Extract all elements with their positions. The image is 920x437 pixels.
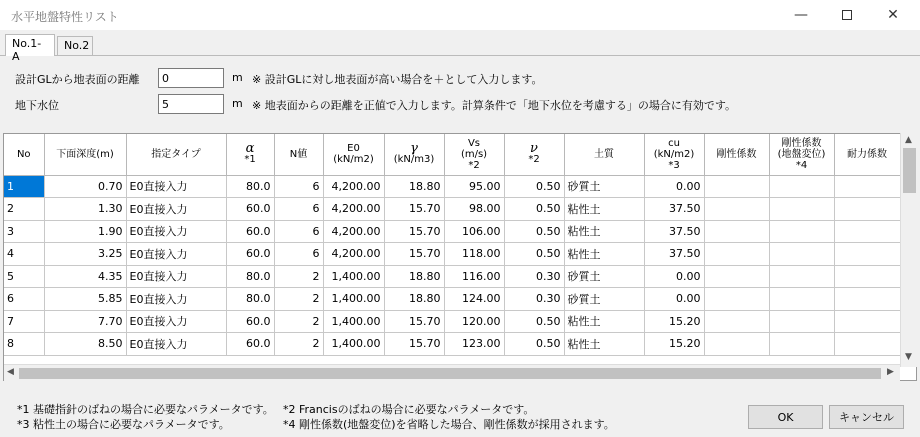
- gl-distance-input[interactable]: [158, 68, 224, 88]
- table-cell[interactable]: [704, 220, 769, 243]
- table-cell[interactable]: 15.70: [384, 243, 444, 266]
- vertical-scrollbar[interactable]: [900, 133, 917, 367]
- table-cell[interactable]: [769, 265, 834, 288]
- column-header-text: 指定タイプ: [151, 148, 201, 160]
- cancel-button[interactable]: キャンセル: [829, 405, 904, 429]
- maximize-icon: [842, 10, 852, 20]
- table-cell[interactable]: 116.00: [444, 265, 504, 288]
- footnote-2: *2 Francisのばねの場合に必要なパラメータです。: [283, 403, 535, 416]
- column-header: [226, 134, 274, 175]
- column-header: [4, 134, 44, 175]
- column-header-text: 耐力係数: [847, 148, 887, 160]
- table-cell[interactable]: 60.0: [226, 198, 274, 221]
- vertical-scroll-thumb[interactable]: [903, 148, 916, 193]
- row-number-cell[interactable]: 3: [4, 220, 44, 243]
- table-row[interactable]: [4, 175, 900, 198]
- column-header: [564, 134, 644, 175]
- table-cell[interactable]: 0.00: [644, 265, 704, 288]
- table-cell[interactable]: 6: [274, 198, 323, 221]
- table-cell[interactable]: 60.0: [226, 333, 274, 356]
- table-cell[interactable]: 60.0: [226, 243, 274, 266]
- table-cell[interactable]: 粘性土: [564, 333, 644, 356]
- table-cell[interactable]: 98.00: [444, 198, 504, 221]
- column-header-text: 下面深度(m): [56, 148, 114, 160]
- column-header-text: (地盤変位): [777, 148, 826, 160]
- column-header-text: (kN/m2): [653, 148, 695, 160]
- table-cell[interactable]: 1,400.00: [323, 310, 384, 333]
- tab-no1a[interactable]: No.1-A: [5, 34, 55, 56]
- table-cell[interactable]: 15.20: [644, 310, 704, 333]
- table-cell[interactable]: 1,400.00: [323, 288, 384, 311]
- table-cell[interactable]: [769, 198, 834, 221]
- table-cell[interactable]: 7.70: [44, 310, 126, 333]
- table-cell[interactable]: [704, 288, 769, 311]
- table-cell[interactable]: 4,200.00: [323, 175, 384, 198]
- table-cell[interactable]: 4,200.00: [323, 198, 384, 221]
- table-cell[interactable]: 0.50: [504, 243, 564, 266]
- gl-distance-row: [0, 68, 920, 88]
- column-header: [126, 134, 226, 175]
- column-header: [323, 134, 384, 175]
- table-cell[interactable]: 118.00: [444, 243, 504, 266]
- table-cell[interactable]: [704, 333, 769, 356]
- table-cell[interactable]: 60.0: [226, 310, 274, 333]
- table-cell[interactable]: 123.00: [444, 333, 504, 356]
- table-cell[interactable]: 砂質土: [564, 288, 644, 311]
- gl-distance-label: 設計GLから地表面の距離: [15, 73, 140, 86]
- table-row[interactable]: [4, 198, 900, 221]
- table-cell[interactable]: [769, 175, 834, 198]
- column-header-text: *3: [668, 159, 680, 171]
- table-cell[interactable]: 80.0: [226, 265, 274, 288]
- column-header: [644, 134, 704, 175]
- scroll-left-icon[interactable]: ◀: [7, 367, 14, 377]
- table-row[interactable]: [4, 220, 900, 243]
- column-header-text: N値: [289, 148, 308, 160]
- table-cell[interactable]: 2: [274, 310, 323, 333]
- table-cell[interactable]: 80.0: [226, 175, 274, 198]
- table-cell[interactable]: 1.30: [44, 198, 126, 221]
- row-number-cell[interactable]: 5: [4, 265, 44, 288]
- table-cell[interactable]: 0.50: [504, 198, 564, 221]
- column-header-text: cu: [668, 137, 680, 149]
- minimize-button[interactable]: [778, 0, 824, 30]
- table-cell[interactable]: 106.00: [444, 220, 504, 243]
- column-header-text: E0: [347, 143, 360, 155]
- header-row: [4, 134, 900, 175]
- column-header-text: 剛性係数: [716, 148, 757, 160]
- soil-grid[interactable]: [3, 133, 917, 381]
- table-cell[interactable]: E0直接入力: [126, 310, 226, 333]
- scroll-right-icon[interactable]: ▶: [887, 367, 894, 377]
- column-header-text: *1: [244, 154, 256, 166]
- table-cell[interactable]: E0直接入力: [126, 243, 226, 266]
- table-cell[interactable]: E0直接入力: [126, 265, 226, 288]
- column-header: [444, 134, 504, 175]
- scroll-down-icon[interactable]: ▼: [905, 352, 912, 362]
- table-cell[interactable]: 粘性土: [564, 220, 644, 243]
- table-cell[interactable]: 1.90: [44, 220, 126, 243]
- table-cell[interactable]: E0直接入力: [126, 198, 226, 221]
- water-level-unit: m: [232, 97, 243, 110]
- table-cell[interactable]: 124.00: [444, 288, 504, 311]
- column-header: [274, 134, 323, 175]
- table-cell[interactable]: [834, 265, 900, 288]
- close-icon: ✕: [887, 7, 899, 23]
- water-level-row: [0, 94, 920, 114]
- table-cell[interactable]: 4.35: [44, 265, 126, 288]
- row-number-cell[interactable]: 4: [4, 243, 44, 266]
- table-cell[interactable]: 60.0: [226, 220, 274, 243]
- water-level-input[interactable]: [158, 94, 224, 114]
- column-header-text: *2: [468, 159, 480, 171]
- table-cell[interactable]: [769, 220, 834, 243]
- water-level-label: 地下水位: [15, 99, 59, 112]
- table-cell[interactable]: [834, 243, 900, 266]
- row-number-cell[interactable]: 1: [4, 175, 44, 198]
- table-cell[interactable]: E0直接入力: [126, 288, 226, 311]
- soil-table: [4, 134, 901, 356]
- table-cell[interactable]: 粘性土: [564, 198, 644, 221]
- table-cell[interactable]: 18.80: [384, 288, 444, 311]
- table-cell[interactable]: 6: [274, 220, 323, 243]
- column-header: [769, 134, 834, 175]
- table-cell[interactable]: 0.50: [504, 175, 564, 198]
- table-cell[interactable]: [704, 175, 769, 198]
- column-header-text: ν: [530, 141, 538, 157]
- column-header-text: γ: [410, 141, 418, 157]
- column-header-text: No: [16, 148, 31, 160]
- table-cell[interactable]: 8.50: [44, 333, 126, 356]
- column-header-text: (kN/m3): [393, 154, 435, 166]
- table-cell[interactable]: 80.0: [226, 288, 274, 311]
- table-cell[interactable]: 37.50: [644, 198, 704, 221]
- table-cell[interactable]: [704, 198, 769, 221]
- table-row[interactable]: [4, 243, 900, 266]
- table-cell[interactable]: 砂質土: [564, 265, 644, 288]
- row-number-cell[interactable]: 6: [4, 288, 44, 311]
- table-cell[interactable]: 粘性土: [564, 310, 644, 333]
- column-header: [44, 134, 126, 175]
- table-cell[interactable]: 18.80: [384, 265, 444, 288]
- table-cell[interactable]: [834, 175, 900, 198]
- table-cell[interactable]: 0.50: [504, 220, 564, 243]
- column-header: [704, 134, 769, 175]
- table-cell[interactable]: 15.70: [384, 198, 444, 221]
- column-header-text: α: [245, 141, 255, 157]
- table-cell[interactable]: E0直接入力: [126, 220, 226, 243]
- ok-button[interactable]: OK: [748, 405, 823, 429]
- table-cell[interactable]: [834, 220, 900, 243]
- table-cell[interactable]: 2: [274, 288, 323, 311]
- table-cell[interactable]: 0.50: [504, 310, 564, 333]
- table-cell[interactable]: 3.25: [44, 243, 126, 266]
- table-cell[interactable]: 0.50: [504, 333, 564, 356]
- table-cell[interactable]: 1,400.00: [323, 333, 384, 356]
- maximize-button[interactable]: [824, 0, 870, 30]
- table-cell[interactable]: E0直接入力: [126, 175, 226, 198]
- table-cell[interactable]: [704, 265, 769, 288]
- table-cell[interactable]: 5.85: [44, 288, 126, 311]
- column-header-text: (m/s): [460, 148, 488, 160]
- column-header-text: Vs: [467, 137, 481, 149]
- table-cell[interactable]: 0.00: [644, 175, 704, 198]
- table-cell[interactable]: [704, 310, 769, 333]
- tab-divider: [0, 55, 920, 56]
- table-cell[interactable]: 95.00: [444, 175, 504, 198]
- table-cell[interactable]: 15.70: [384, 220, 444, 243]
- horizontal-scrollbar[interactable]: [4, 364, 900, 381]
- table-cell[interactable]: 37.50: [644, 220, 704, 243]
- row-number-cell[interactable]: 2: [4, 198, 44, 221]
- table-cell[interactable]: 15.20: [644, 333, 704, 356]
- column-header-text: (kN/m2): [333, 154, 374, 166]
- column-header-text: *2: [528, 154, 540, 166]
- table-cell[interactable]: [704, 243, 769, 266]
- footnote-4: *4 剛性係数(地盤変位)を省略した場合、剛性係数が採用されます。: [283, 418, 615, 431]
- table-cell[interactable]: 15.70: [384, 333, 444, 356]
- table-cell[interactable]: 37.50: [644, 243, 704, 266]
- column-header-text: 土質: [594, 148, 614, 160]
- table-cell[interactable]: 粘性土: [564, 243, 644, 266]
- table-cell[interactable]: [834, 333, 900, 356]
- gl-distance-unit: m: [232, 71, 243, 84]
- table-row[interactable]: [4, 265, 900, 288]
- table-cell[interactable]: [834, 288, 900, 311]
- table-cell[interactable]: 砂質土: [564, 175, 644, 198]
- table-cell[interactable]: 0.30: [504, 288, 564, 311]
- table-cell[interactable]: 120.00: [444, 310, 504, 333]
- table-cell[interactable]: [769, 243, 834, 266]
- table-row[interactable]: [4, 333, 900, 356]
- table-cell[interactable]: [769, 288, 834, 311]
- table-cell[interactable]: 1,400.00: [323, 265, 384, 288]
- column-header-text: 剛性係数: [781, 137, 822, 149]
- table-cell[interactable]: [769, 310, 834, 333]
- table-cell[interactable]: 0.70: [44, 175, 126, 198]
- table-cell[interactable]: 6: [274, 175, 323, 198]
- table-cell[interactable]: 6: [274, 243, 323, 266]
- table-cell[interactable]: 0.00: [644, 288, 704, 311]
- table-cell[interactable]: E0直接入力: [126, 333, 226, 356]
- table-cell[interactable]: 2: [274, 265, 323, 288]
- table-cell[interactable]: [834, 310, 900, 333]
- gl-distance-note: ※ 設計GLに対し地表面が高い場合を＋として入力します。: [252, 73, 543, 86]
- minimize-icon: —: [794, 7, 808, 23]
- column-header: [834, 134, 900, 175]
- row-number-cell[interactable]: 8: [4, 333, 44, 356]
- table-cell[interactable]: 0.30: [504, 265, 564, 288]
- table-cell[interactable]: 4,200.00: [323, 220, 384, 243]
- horizontal-scroll-thumb[interactable]: [19, 368, 881, 379]
- table-cell[interactable]: [834, 198, 900, 221]
- table-cell[interactable]: 15.70: [384, 310, 444, 333]
- footnote-3: *3 粘性土の場合に必要なパラメータです。: [17, 418, 230, 431]
- footnote-1: *1 基礎指針のばねの場合に必要なパラメータです。: [17, 403, 274, 416]
- column-header: [384, 134, 444, 175]
- table-row[interactable]: [4, 310, 900, 333]
- tab-no2[interactable]: No.2: [57, 36, 93, 55]
- column-header: [504, 134, 564, 175]
- water-level-note: ※ 地表面からの距離を正値で入力します。計算条件で「地下水位を考慮する」の場合に有効です。: [252, 99, 736, 112]
- table-row[interactable]: [4, 288, 900, 311]
- close-button[interactable]: [870, 0, 916, 30]
- window-title: 水平地盤特性リスト: [11, 10, 119, 24]
- title-bar: [0, 0, 920, 30]
- table-body: [4, 175, 900, 355]
- row-number-cell[interactable]: 7: [4, 310, 44, 333]
- table-cell[interactable]: 4,200.00: [323, 243, 384, 266]
- column-header-text: *4: [795, 159, 808, 171]
- table-cell[interactable]: 18.80: [384, 175, 444, 198]
- scroll-up-icon[interactable]: ▲: [905, 135, 912, 145]
- table-cell[interactable]: [769, 333, 834, 356]
- table-cell[interactable]: 2: [274, 333, 323, 356]
